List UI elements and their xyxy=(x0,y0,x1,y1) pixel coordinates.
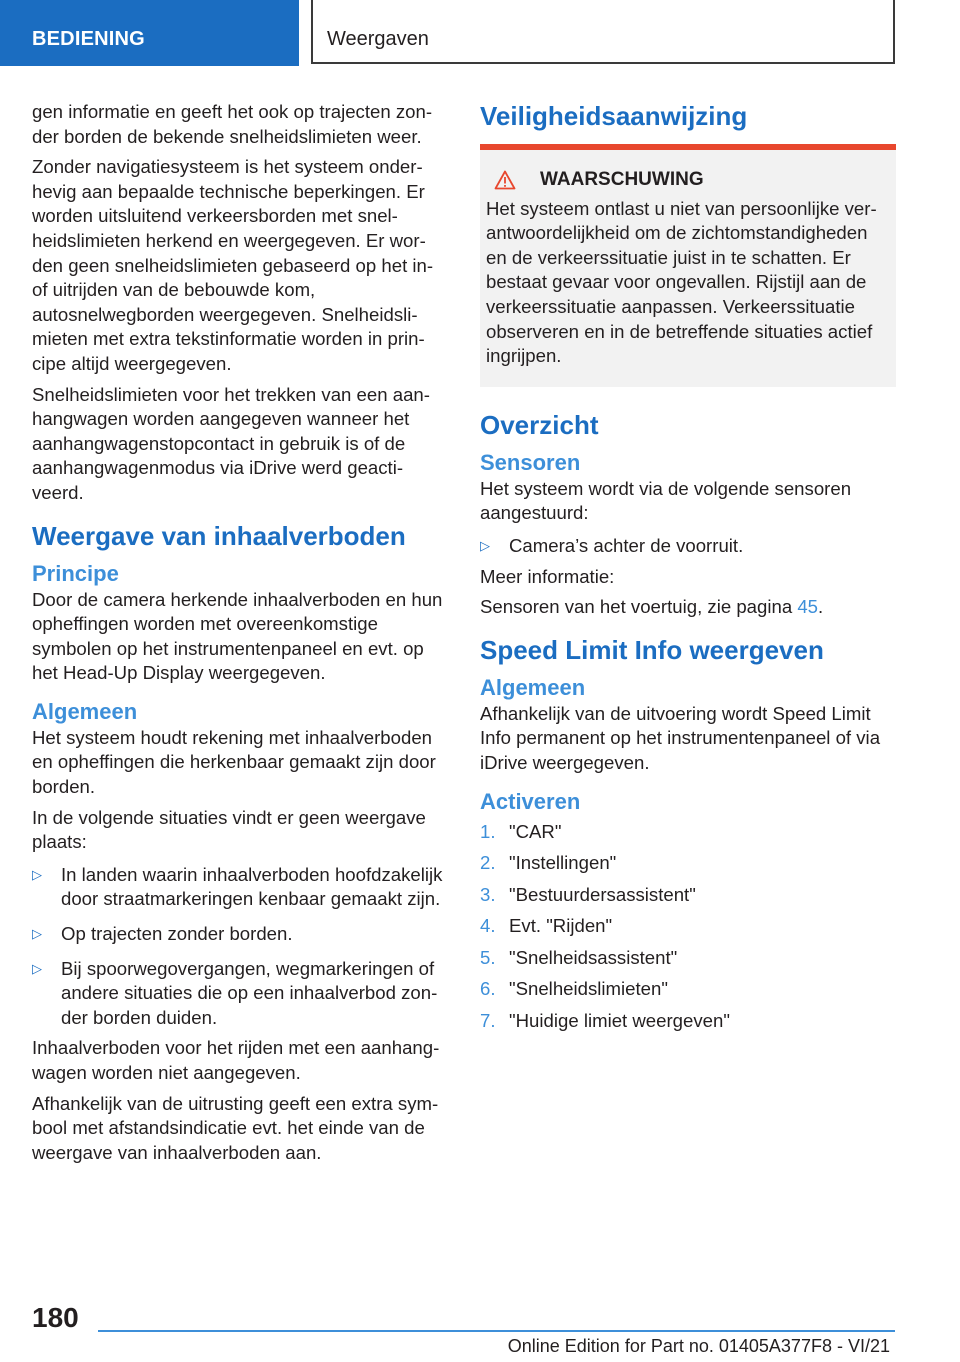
step-text: "CAR" xyxy=(509,820,562,842)
page-number: 180 xyxy=(32,1302,79,1333)
step-text: "Huidige limiet weergeven" xyxy=(509,1010,730,1032)
step-number: 1. xyxy=(480,820,496,842)
heading-veiligheid: Veiligheidsaanwijzing xyxy=(480,101,748,131)
paragraph: Snelheidslimieten voor het trekken van een aan- hangwagen worden aangegeven wanneer het aanhangwagenstopcontact in gebruik is of de aanhangwagenmodus via iDrive werd geacti- veerd. xyxy=(32,383,430,503)
right-column xyxy=(480,100,896,1041)
step-item xyxy=(480,977,896,1002)
heading-algemeen: Algemeen xyxy=(32,698,138,724)
list-item xyxy=(32,957,448,1031)
list-item-text: In landen waarin inhaalverboden hoofdzakelijk door straatmarkeringen kenbaar gemaakt zijn. xyxy=(61,863,443,910)
list-item-text: Camera’s achter de voorruit. xyxy=(509,534,744,556)
triangle-bullet-icon: ▷ xyxy=(32,866,42,882)
reference-text: Sensoren van het voertuig, zie pagina xyxy=(480,596,798,618)
warning-triangle-icon xyxy=(494,170,516,190)
warning-box xyxy=(480,144,896,387)
left-column xyxy=(32,100,448,1171)
step-text: "Instellingen" xyxy=(509,852,617,874)
paragraph: Afhankelijk van de uitvoering wordt Speed Limit Info permanent op het instrumentenpaneel of via iDrive weergegeven. xyxy=(480,702,881,773)
paragraph: Afhankelijk van de uitrusting geeft een extra sym- bool met afstandsindicatie evt. het einde van de weergave van inhaalverboden aan. xyxy=(32,1092,439,1163)
step-item xyxy=(480,883,896,908)
edition-footer: Online Edition for Part no. 01405A377F8 - VI/21 xyxy=(507,1336,890,1356)
section-title: BEDIENING xyxy=(32,28,145,50)
step-text: "Snelheidsassistent" xyxy=(509,946,678,968)
step-number: 4. xyxy=(480,915,496,937)
warning-title: WAARSCHUWING xyxy=(540,169,704,190)
section-tab xyxy=(0,0,299,66)
heading-speed-limit-info: Speed Limit Info weergeven xyxy=(480,634,824,665)
paragraph: In de volgende situaties vindt er geen weergave plaats: xyxy=(32,806,426,853)
step-number: 3. xyxy=(480,883,496,905)
paragraph: Door de camera herkende inhaalverboden en hun opheffingen worden met overeenkomstige symbolen op het instrumentenpaneel en evt. op het Head-Up Display weergegeven. xyxy=(32,588,443,684)
list-item-text: Bij spoorwegovergangen, wegmarkeringen of andere situaties die op een inhaalverbod zon- der borden duiden. xyxy=(61,957,438,1028)
step-item xyxy=(480,914,896,939)
cross-reference xyxy=(480,595,896,620)
warning-header xyxy=(486,168,886,193)
list-item xyxy=(32,922,448,947)
step-number: 6. xyxy=(480,978,496,1000)
paragraph: Meer informatie: xyxy=(480,565,615,587)
reference-end: . xyxy=(818,596,824,618)
paragraph: gen informatie en geeft het ook op trajecten zon- der borden de bekende snelheidslimieten weer. xyxy=(32,101,433,147)
page-link[interactable]: 45 xyxy=(797,596,819,618)
step-text: "Snelheidslimieten" xyxy=(509,978,668,1000)
step-item xyxy=(480,946,896,971)
warning-text: Het systeem ontlast u niet van persoonlijke ver- antwoordelijkheid om de zichtomstandigheden en de verkeerssituatie juist in te schatten. Er bestaat gevaar voor ongevallen. Rijstijl aan de verkeerssituatie aanpassen. Verkeerssituatie observeren en in de betreffende situaties actief ingrijpen. xyxy=(486,197,877,367)
paragraph: Zonder navigatiesysteem is het systeem onder- hevig aan bepaalde technische beperkingen. Er worden uitsluitend verkeersborden met snel- heidslimieten herkend en weergegeven. Er wor- den geen snelheidslimieten gebaseerd op het in- of uitrijden van de bebouwde kom, autosnelwegborden weergegeven. Snelheidsli- mieten met extra tekstinformatie worden in prin- cipe altijd weergegeven. xyxy=(32,156,434,374)
paragraph: Inhaalverboden voor het rijden met een aanhang- wagen worden niet aangegeven. xyxy=(32,1037,440,1083)
footer-divider xyxy=(98,1330,895,1332)
list-item-text: Op trajecten zonder borden. xyxy=(61,923,293,945)
paragraph: Het systeem wordt via de volgende sensoren aangestuurd: xyxy=(480,477,852,524)
step-number: 2. xyxy=(480,852,496,874)
triangle-bullet-icon: ▷ xyxy=(32,960,42,976)
list-item xyxy=(32,863,448,912)
heading-activeren: Activeren xyxy=(480,788,581,814)
heading-algemeen: Algemeen xyxy=(480,674,586,700)
triangle-bullet-icon: ▷ xyxy=(480,537,490,553)
step-text: Evt. "Rijden" xyxy=(509,915,613,937)
step-text: "Bestuurdersassistent" xyxy=(509,883,696,905)
heading-inhaalverboden: Weergave van inhaalverboden xyxy=(32,520,406,551)
chapter-title: Weergaven xyxy=(327,28,429,50)
heading-sensoren: Sensoren xyxy=(480,449,581,475)
heading-overzicht: Overzicht xyxy=(480,409,599,440)
step-number: 5. xyxy=(480,946,496,968)
step-item xyxy=(480,1009,896,1034)
step-item xyxy=(480,851,896,876)
step-number: 7. xyxy=(480,1010,496,1032)
paragraph: Het systeem houdt rekening met inhaalverboden en opheffingen die herkenbaar gemaakt zijn door borden. xyxy=(32,726,436,798)
step-item xyxy=(480,820,896,845)
triangle-bullet-icon: ▷ xyxy=(32,926,42,942)
heading-principe: Principe xyxy=(32,560,119,586)
list-item xyxy=(480,534,896,559)
chapter-tab xyxy=(311,0,895,64)
